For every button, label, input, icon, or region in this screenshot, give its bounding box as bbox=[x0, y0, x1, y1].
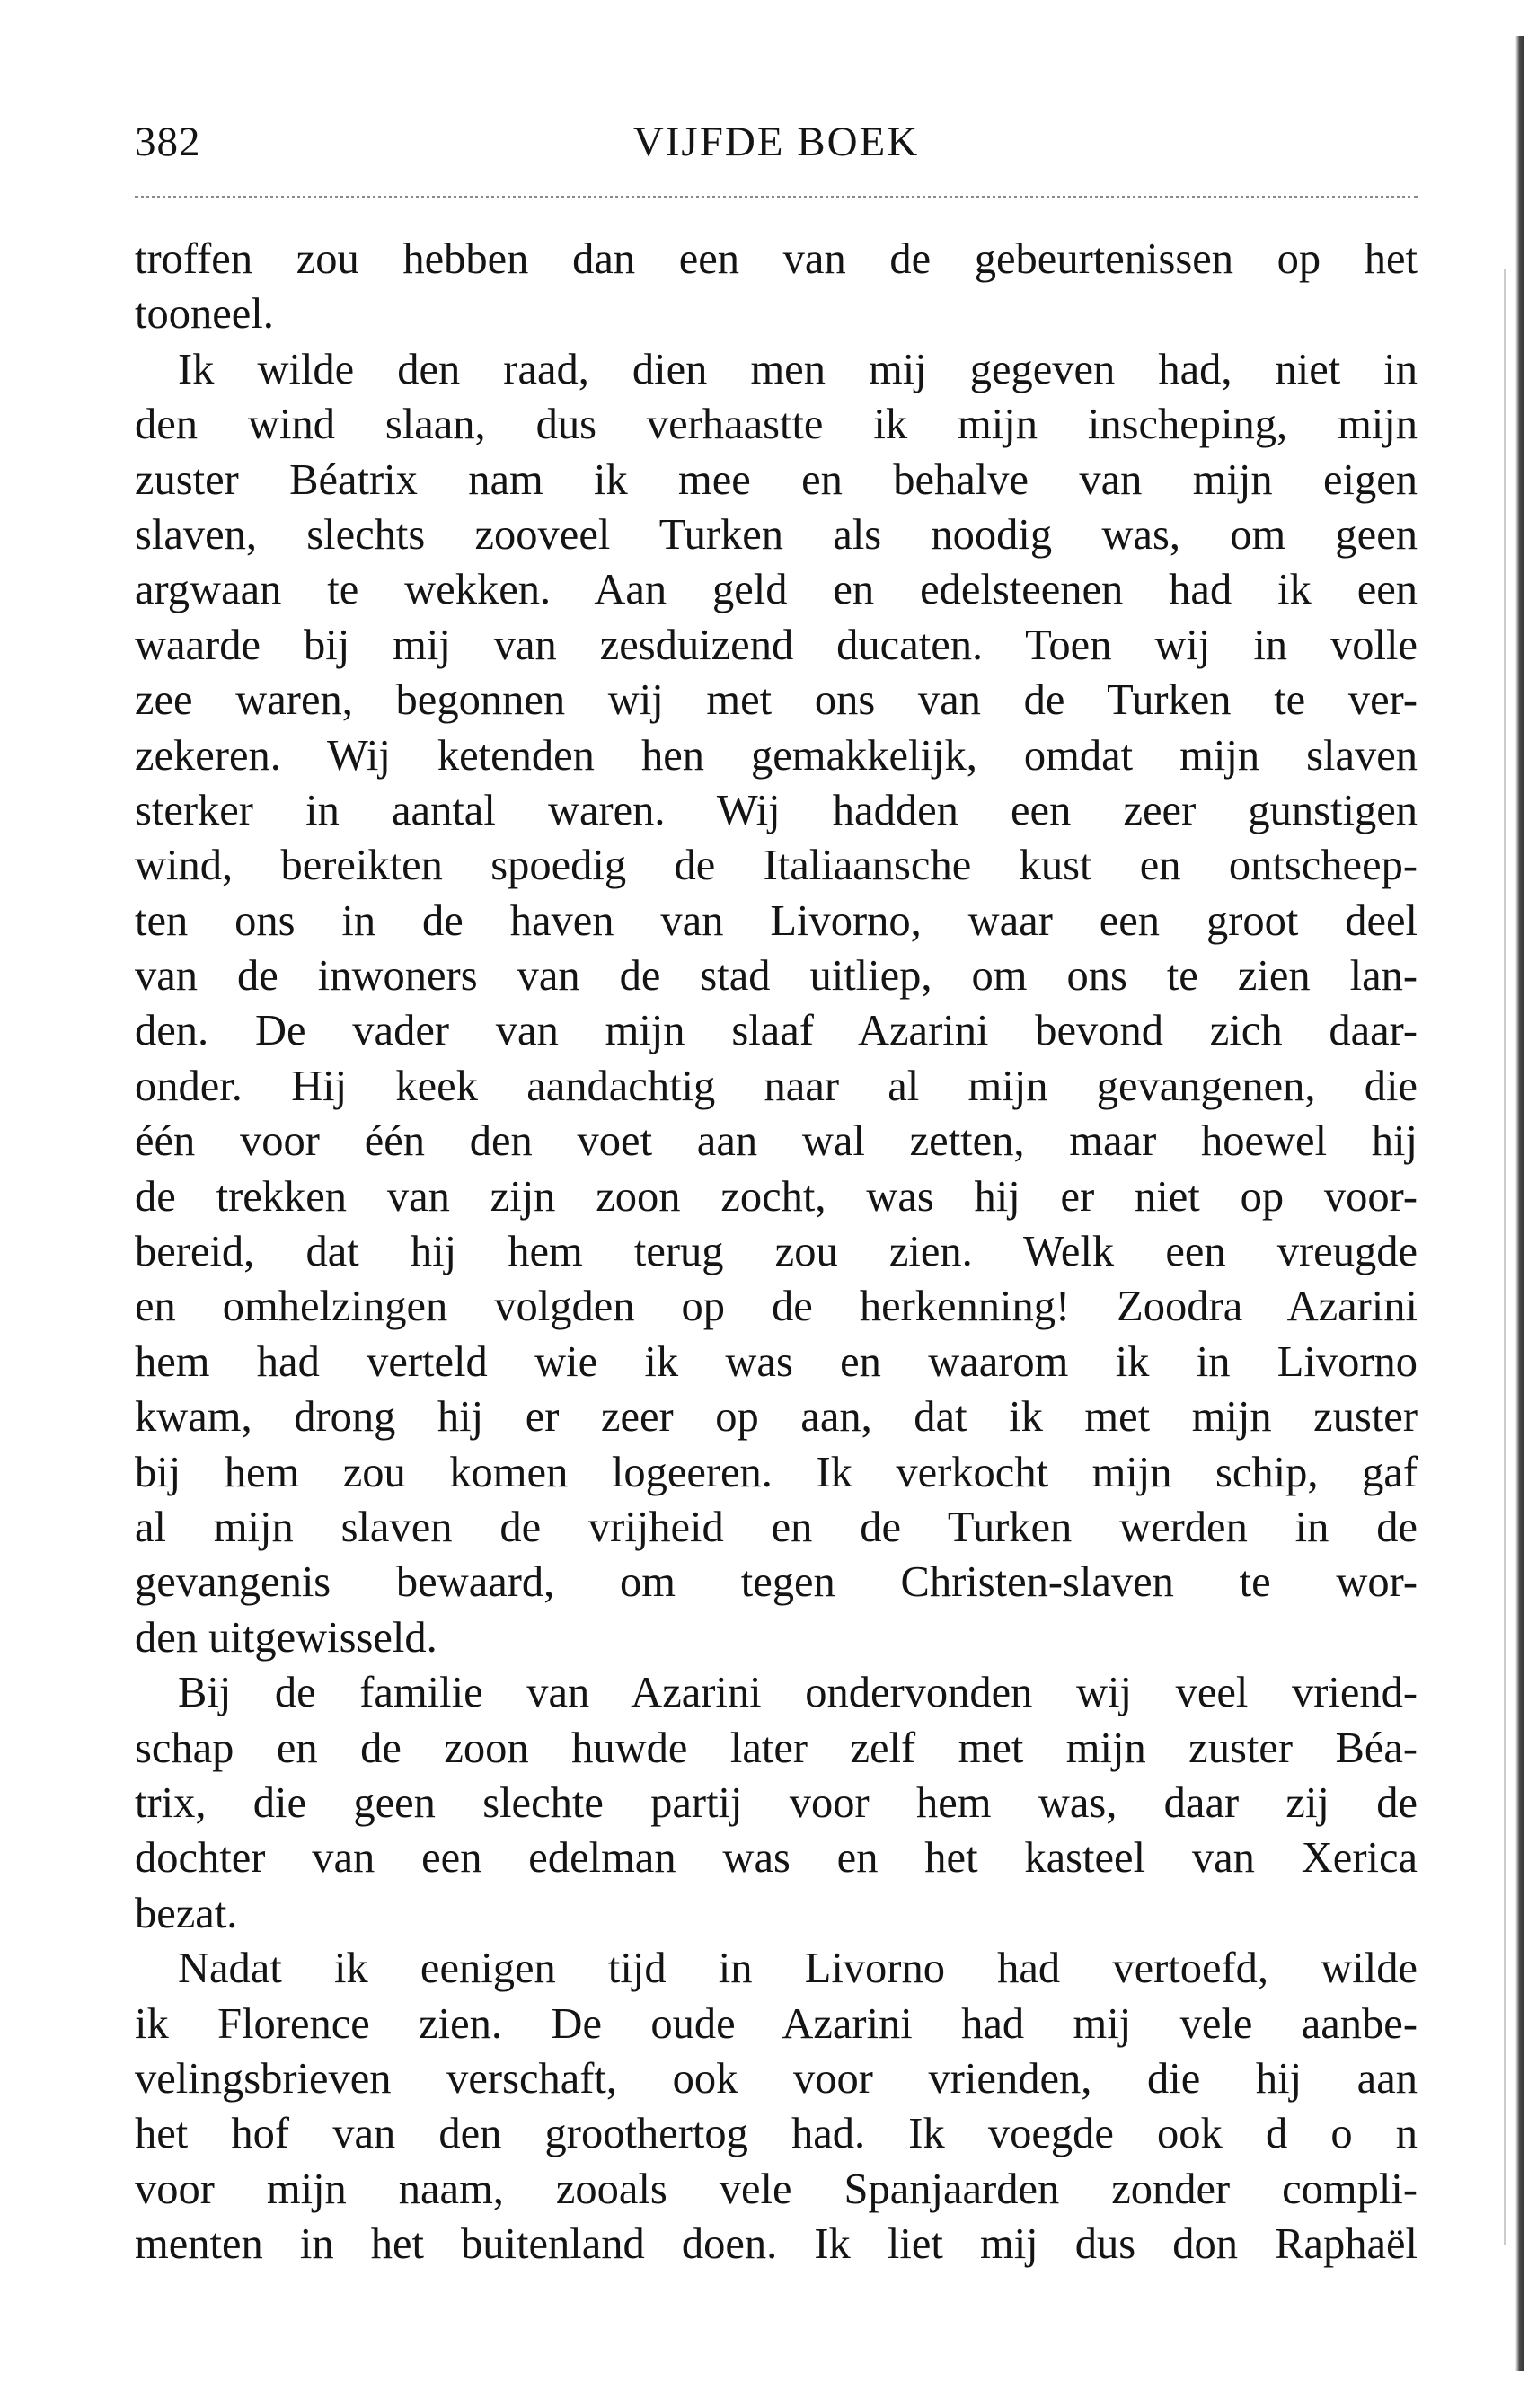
text-line: ten ons in de haven van Livorno, waar een groot deel bbox=[135, 896, 1418, 945]
text-line: hem had verteld wie ik was en waarom ik in Livorno bbox=[135, 1337, 1418, 1386]
text-line: waarde bij mij van zesduizend ducaten. Toen wij in volle bbox=[135, 621, 1418, 669]
text-line: dochter van een edelman was en het kasteel van Xerica bbox=[135, 1834, 1418, 1883]
text-line: schap en de zoon huwde later zelf met mijn zuster Béa- bbox=[135, 1724, 1418, 1772]
running-head: VIJFDE BOEK bbox=[632, 119, 920, 165]
text-line: bereid, dat hij hem terug zou zien. Welk een vreugde bbox=[135, 1228, 1418, 1276]
text-line: gevangenis bewaard, om tegen Christen-slaven te wor- bbox=[135, 1558, 1418, 1607]
text-line: den wind slaan, dus verhaastte ik mijn inscheping, mijn bbox=[135, 401, 1418, 449]
text-line: zuster Béatrix nam ik mee en behalve van mijn eigen bbox=[135, 455, 1418, 504]
text-line: Bij de familie van Azarini ondervonden wij veel vriend- bbox=[178, 1669, 1418, 1717]
text-line: menten in het buitenland doen. Ik liet mij dus don Raphaël bbox=[135, 2220, 1418, 2269]
text-line: en omhelzingen volgden op de herkenning! Zoodra Azarini bbox=[135, 1283, 1418, 1331]
text-line: tooneel. bbox=[135, 290, 274, 339]
text-line: wind, bereikten spoedig de Italiaansche kust en ontscheep- bbox=[135, 842, 1418, 890]
page-number: 382 bbox=[135, 119, 201, 165]
text-line: ik Florence zien. De oude Azarini had mij vele aanbe- bbox=[135, 1999, 1418, 2048]
text-line: al mijn slaven de vrijheid en de Turken werden in de bbox=[135, 1503, 1418, 1551]
text-line: velingsbrieven verschaft, ook voor vrienden, die hij aan bbox=[135, 2054, 1418, 2103]
text-line: voor mijn naam, zooals vele Spanjaarden zonder compli- bbox=[135, 2165, 1418, 2213]
text-line: argwaan te wekken. Aan geld en edelsteenen had ik een bbox=[135, 566, 1418, 614]
text-line: trix, die geen slechte partij voor hem was, daar zij de bbox=[135, 1778, 1418, 1827]
text-line: van de inwoners van de stad uitliep, om ons te zien lan- bbox=[135, 952, 1418, 1001]
text-line: bezat. bbox=[135, 1889, 238, 1937]
header-divider bbox=[135, 196, 1418, 198]
scan-edge-line bbox=[1504, 269, 1506, 2245]
text-line: Ik wilde den raad, dien men mij gegeven had, niet in bbox=[178, 345, 1418, 393]
text-line: troffen zou hebben dan een van de gebeurtenissen op het bbox=[135, 235, 1418, 283]
text-line: den uitgewisseld. bbox=[135, 1613, 437, 1662]
scan-edge-shadow bbox=[1515, 36, 1524, 2371]
text-line: zekeren. Wij ketenden hen gemakkelijk, omdat mijn slaven bbox=[135, 731, 1418, 780]
text-line: den. De vader van mijn slaaf Azarini bevond zich daar- bbox=[135, 1007, 1418, 1055]
text-line: zee waren, begonnen wij met ons van de Turken te ver- bbox=[135, 676, 1418, 725]
text-line: bij hem zou komen logeeren. Ik verkocht mijn schip, gaf bbox=[135, 1448, 1418, 1496]
body-text bbox=[135, 232, 1418, 2271]
text-line: slaven, slechts zooveel Turken als noodig was, om geen bbox=[135, 510, 1418, 559]
page-header bbox=[135, 115, 1418, 180]
text-line: onder. Hij keek aandachtig naar al mijn gevangenen, die bbox=[135, 1062, 1418, 1110]
text-line: de trekken van zijn zoon zocht, was hij er niet op voor- bbox=[135, 1172, 1418, 1221]
text-line: Nadat ik eenigen tijd in Livorno had vertoefd, wilde bbox=[178, 1945, 1418, 1993]
text-line: sterker in aantal waren. Wij hadden een zeer gunstigen bbox=[135, 786, 1418, 834]
text-line: het hof van den groothertog had. Ik voegde ook d o n bbox=[135, 2110, 1418, 2158]
text-line: kwam, drong hij er zeer op aan, dat ik met mijn zuster bbox=[135, 1393, 1418, 1442]
text-line: één voor één den voet aan wal zetten, maar hoewel hij bbox=[135, 1117, 1418, 1166]
